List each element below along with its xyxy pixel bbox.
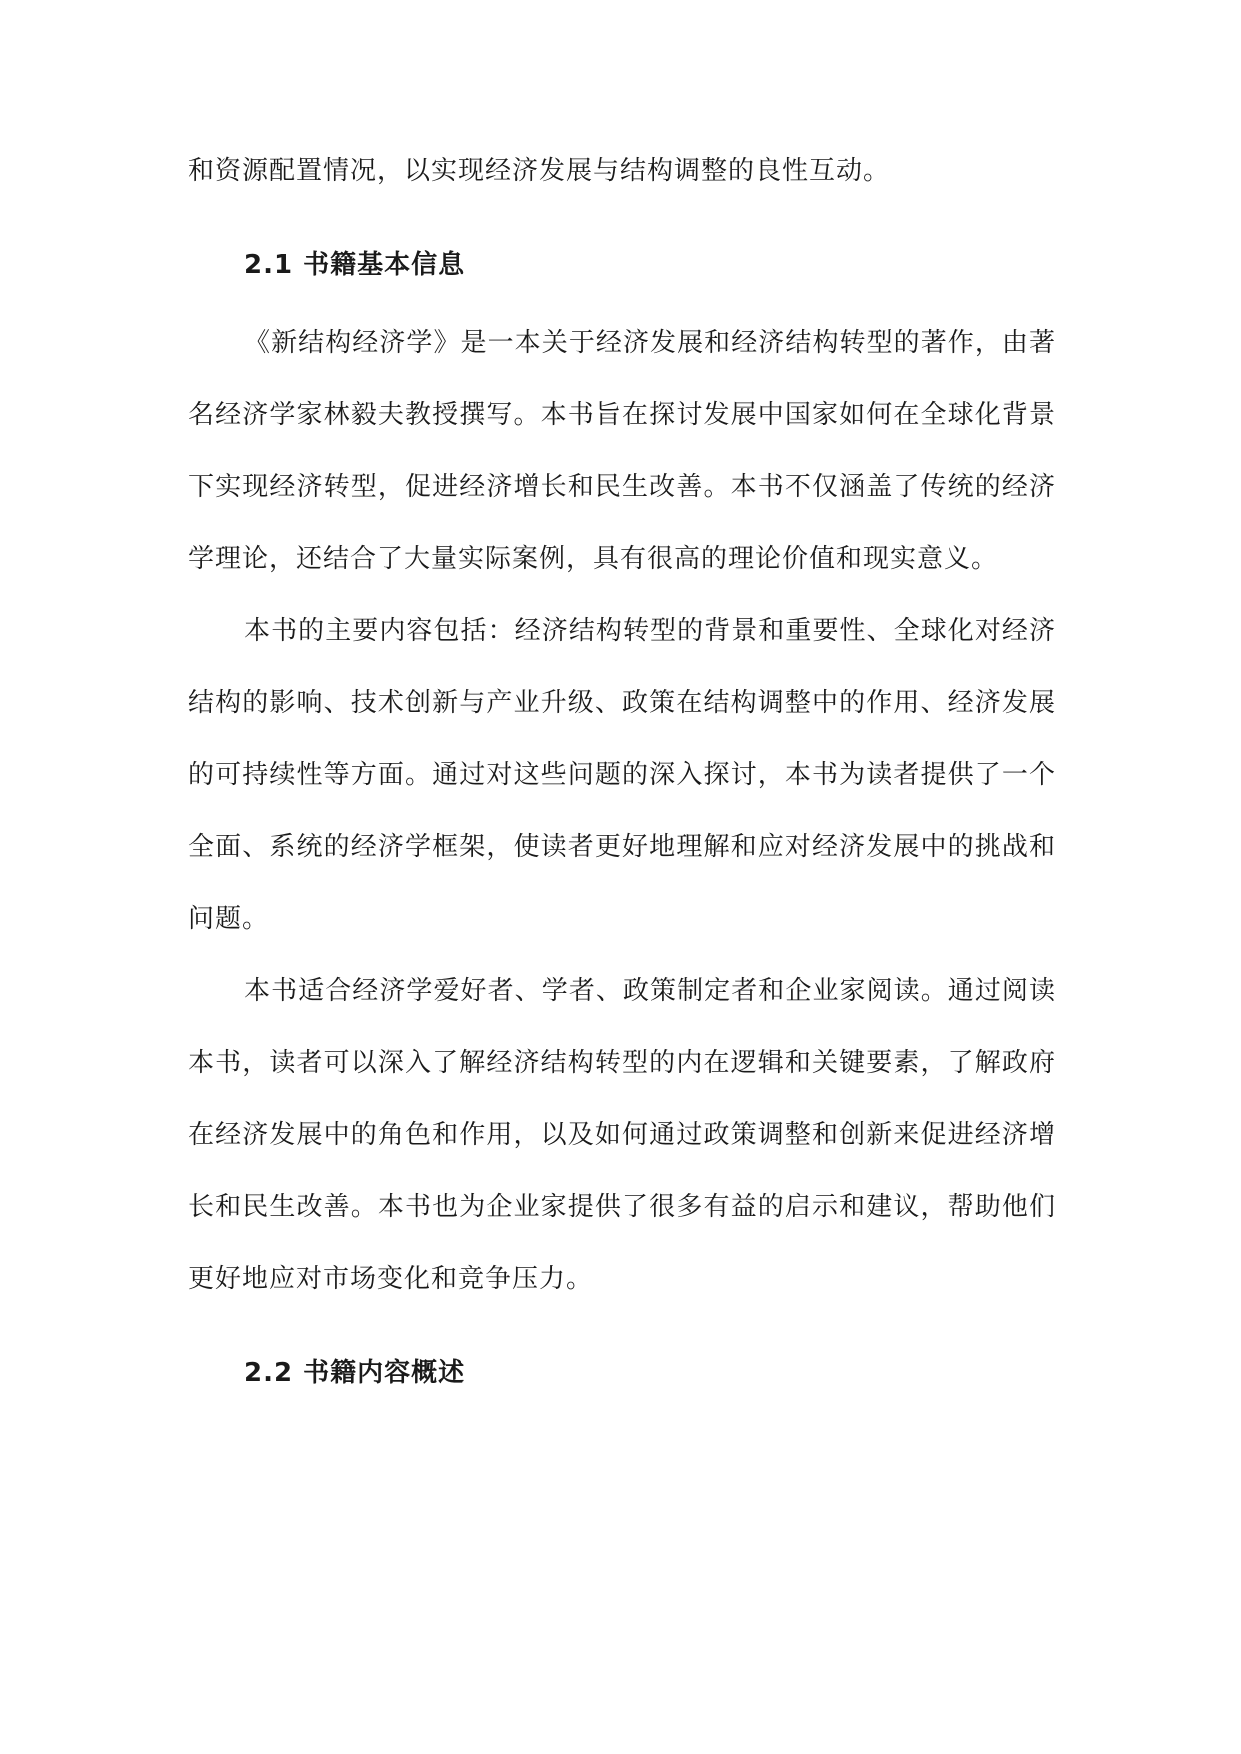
section-heading-2-2: 2.2 书籍内容概述 <box>244 1358 466 1388</box>
paragraph-main-content: 本书的主要内容包括：经济结构转型的背景和重要性、全球化对经济结构的影响、技术创新与产业升级、政策在结构调整中的作用、经济发展的可持续性等方面。通过对这些问题的深入探讨，本书为读者提供了一个全面、系统的经济学框架，使读者更好地理解和应对经济发展中的挑战和问题。 <box>188 616 1056 934</box>
document-body <box>188 135 1056 1409</box>
lead-paragraph: 和资源配置情况，以实现经济发展与结构调整的良性互动。 <box>188 156 891 186</box>
paragraph-book-info: 《新结构经济学》是一本关于经济发展和经济结构转型的著作，由著名经济学家林毅夫教授撰写。本书旨在探讨发展中国家如何在全球化背景下实现经济转型，促进经济增长和民生改善。本书不仅涵盖了传统的经济学理论，还结合了大量实际案例，具有很高的理论价值和现实意义。 <box>188 328 1056 574</box>
paragraph-audience: 本书适合经济学爱好者、学者、政策制定者和企业家阅读。通过阅读本书，读者可以深入了解经济结构转型的内在逻辑和关键要素，了解政府在经济发展中的角色和作用，以及如何通过政策调整和创新来促进经济增长和民生改善。本书也为企业家提供了很多有益的启示和建议，帮助他们更好地应对市场变化和竞争压力。 <box>188 976 1056 1294</box>
section-heading-2-1: 2.1 书籍基本信息 <box>244 250 466 280</box>
